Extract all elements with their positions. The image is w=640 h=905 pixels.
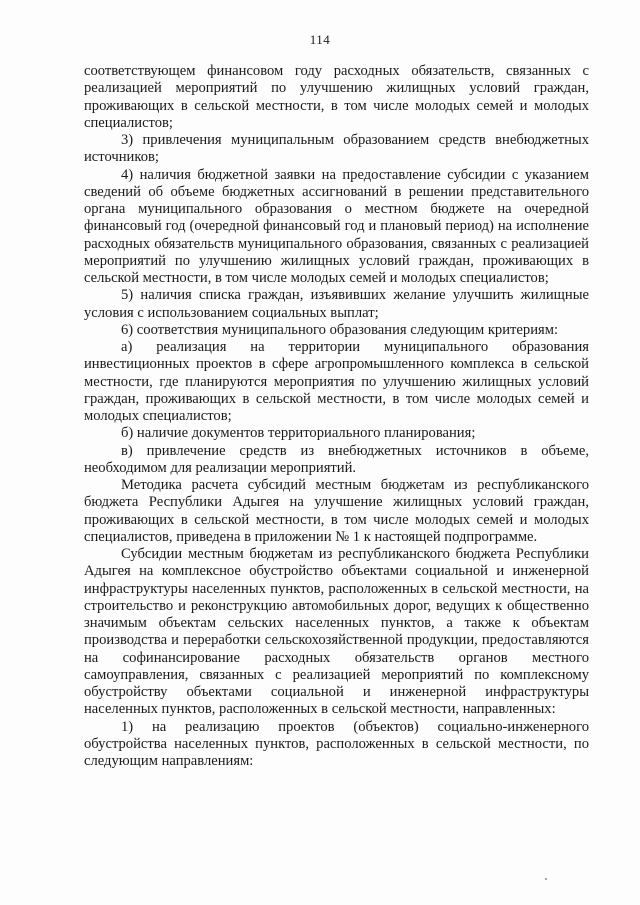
paragraph-criterion-v: в) привлечение средств из внебюджетных источников в объеме, необходимом для реализации мероприятий. <box>84 442 589 476</box>
paragraph-subsidies: Субсидии местным бюджетам из республиканского бюджета Республики Адыгея на комплексное обустройство объектами социальной и инженерной инфраструктуры населенных пунктов, расположенных в сельской местности, на строительство и реконструкцию автомобильных дорог, ведущих к общественно значимым объектам сельских населенных пунктов, а также к объектам производства и переработки сельскохозяйственной продукции, предоставляются на софинансирование расходных обязательств органов местного самоуправления, связанных с реализацией мероприятий по комплексному обустройству объектами социальной и инженерной инфраструктуры населенных пунктов, расположенных в сельской местности, направленных: <box>84 546 589 718</box>
paragraph-direction-1: 1) на реализацию проектов (объектов) социально-инженерного обустройства населенных пунктов, расположенных в сельской местности, по следующим направлениям: <box>84 718 589 769</box>
document-body <box>84 63 589 770</box>
paragraph-item-4: 4) наличия бюджетной заявки на предоставление субсидии с указанием сведений об объеме бюджетных ассигнований в решении представительного органа муниципального образования о местном бюджете на очередной финансовый год (очередной финансовый год и плановый период) на исполнение расходных обязательств муниципального образования, связанных с реализацией мероприятий по улучшению жилищных условий граждан, проживающих в сельской местности, в том числе молодых семей и молодых специалистов; <box>84 166 589 286</box>
paragraph-continuation: соответствующем финансовом году расходных обязательств, связанных с реализацией мероприятий по улучшению жилищных условий граждан, проживающих в сельской местности, в том числе молодых семей и молодых специалистов; <box>84 63 589 131</box>
scan-speck <box>545 878 547 880</box>
page-number: 114 <box>309 32 331 47</box>
paragraph-item-6: 6) соответствия муниципального образования следующим критериям: <box>121 321 559 338</box>
paragraph-item-3: 3) привлечения муниципальным образованием средств внебюджетных источников; <box>84 132 589 166</box>
paragraph-criterion-b: б) наличие документов территориального планирования; <box>121 425 476 442</box>
paragraph-item-5: 5) наличия списка граждан, изъявивших желание улучшить жилищные условия с использованием социальных выплат; <box>84 287 589 321</box>
paragraph-methodology: Методика расчета субсидий местным бюджетам из республиканского бюджета Республики Адыгея на улучшение жилищных условий граждан, проживающих в сельской местности, в том числе молодых семей и молодых специалистов, приведена в приложении № 1 к настоящей подпрограмме. <box>84 477 589 545</box>
paragraph-criterion-a: а) реализация на территории муниципального образования инвестиционных проектов в сфере агропромышленного комплекса в сельской местности, где планируются мероприятия по улучшению жилищных условий граждан, проживающих в сельской местности, в том числе молодых семей и молодых специалистов; <box>84 339 589 424</box>
